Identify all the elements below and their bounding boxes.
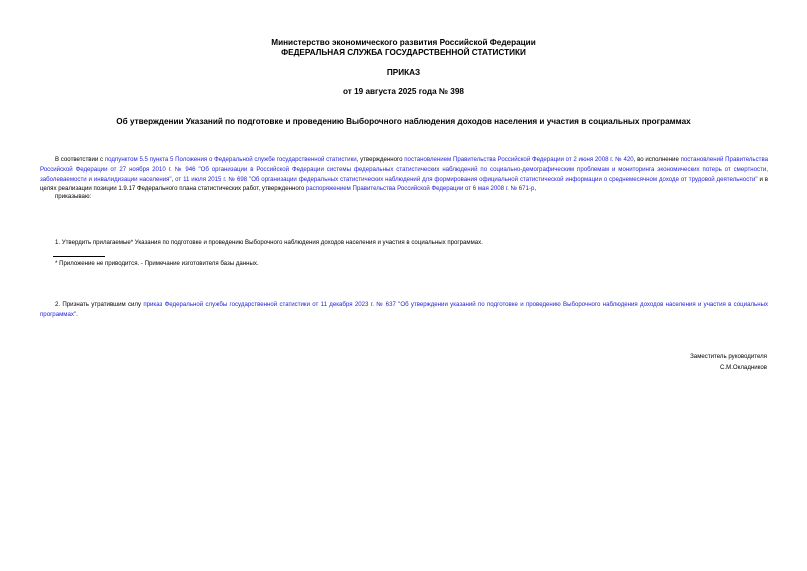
- item-2-text-2: .: [76, 310, 78, 318]
- item-2-text-1: 2. Признать утратившим силу: [55, 301, 144, 308]
- order-title: ПРИКАЗ: [386, 68, 421, 77]
- ministry-name: Министерство экономического развития Российской Федерации: [271, 38, 536, 47]
- link-regulation-subclause[interactable]: подпунктом 5.5 пункта 5 Положения о Федеральной службе государственной статистики: [104, 156, 357, 163]
- preamble-text-2: , утвержденного: [356, 156, 405, 163]
- footnote-divider: [53, 256, 105, 257]
- document-title: Об утверждении Указаний по подготовке и проведению Выборочного наблюдения доходов населения и участия в социальных программах: [116, 117, 691, 126]
- link-resolution-420[interactable]: постановлением Правительства Российской Федерации от 2 июня 2008 г. № 420: [404, 156, 634, 163]
- signature-block: [690, 351, 767, 373]
- preamble-text-4: ,: [171, 175, 176, 183]
- item-2: [40, 300, 768, 320]
- item-1: 1. Утвердить прилагаемые* Указания по подготовке и проведению Выборочного наблюдения доходов населения и участия в социальных программах.: [55, 239, 483, 246]
- preamble-text-3: , во исполнение: [633, 156, 681, 163]
- preamble-text-6: ,: [534, 185, 537, 193]
- preamble-paragraph: [40, 155, 768, 194]
- footnote: * Приложение не приводится. - Примечание изготовителя базы данных.: [55, 260, 259, 267]
- link-resolution-946[interactable]: постановлений Правительства Российской Федерации от 27 ноября 2010 г. № 946 "Об организации в Российской Федерации системы федеральных статистических наблюдений по социально-демографическим проблемам и мониторинга экономических потерь от смертности, заболеваемости и инвалидизации населения": [40, 156, 769, 183]
- service-name: ФЕДЕРАЛЬНАЯ СЛУЖБА ГОСУДАРСТВЕННОЙ СТАТИСТИКИ: [281, 48, 526, 57]
- preamble-text-5: и в целях реализации позиции 1.9.17 Федерального плана статистических работ, утвержденного: [40, 175, 768, 193]
- link-order-637[interactable]: приказ Федеральной службы государственной статистики от 11 декабря 2023 г. № 637 "Об утверждении указаний по подготовке и проведению Выборочного наблюдения доходов населения и участия в социальных программах": [40, 301, 768, 318]
- order-date: от 19 августа 2025 года № 398: [343, 87, 464, 96]
- signature-name: С.М.Окладников: [720, 364, 767, 371]
- link-order-671r[interactable]: распоряжением Правительства Российской Федерации от 6 мая 2008 г. № 671-р: [305, 185, 535, 193]
- signature-position: Заместитель руководителя: [690, 353, 767, 360]
- order-word: приказываю:: [55, 193, 92, 200]
- preamble-text-1: В соответствии с: [55, 156, 105, 163]
- link-resolution-698[interactable]: от 11 июля 2015 г. № 698 "Об организации федеральных статистических наблюдений для формирования официальной статистической информации о среднемесячном доходе от трудовой деятельности": [175, 175, 758, 183]
